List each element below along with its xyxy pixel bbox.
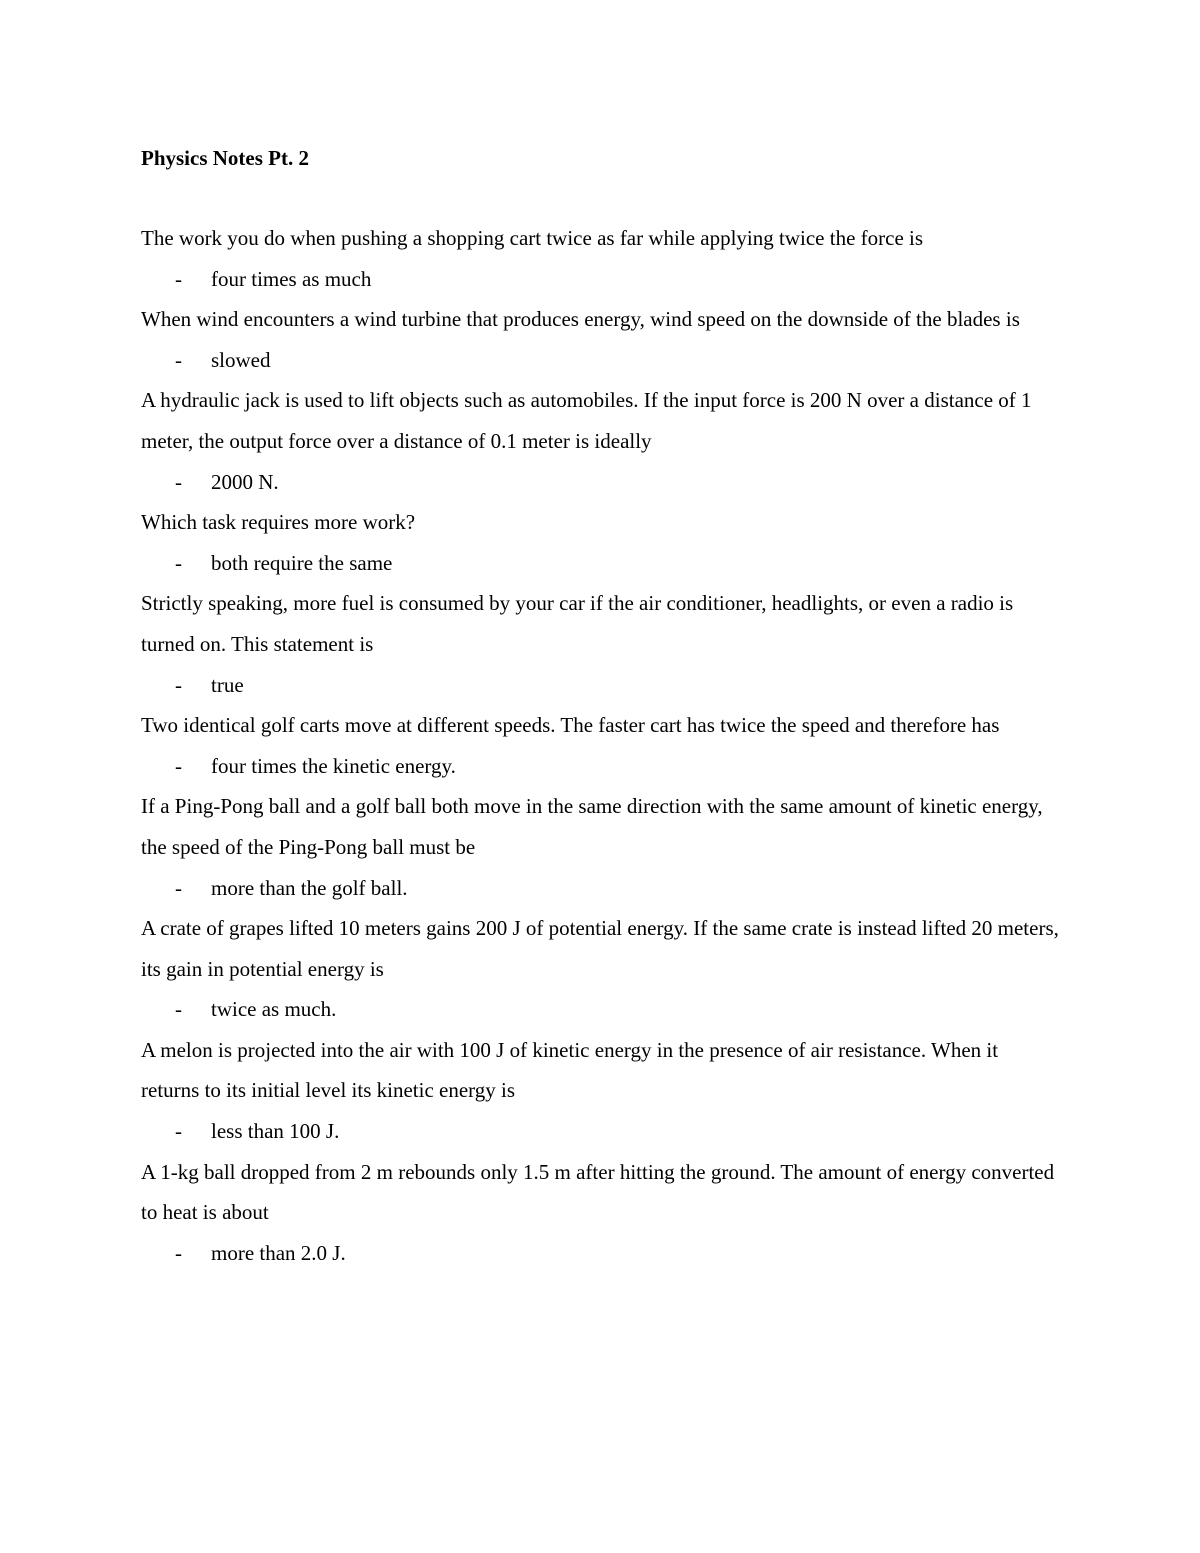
answer-text: four times as much bbox=[211, 266, 372, 291]
question-8: A crate of grapes lifted 10 meters gains 200 J of potential energy. If the same crate is instead lifted 20 meters, its gain in potential energy is bbox=[141, 916, 1059, 981]
answer-text: four times the kinetic energy. bbox=[211, 753, 456, 778]
answer-2 bbox=[141, 340, 1061, 381]
question-4: Which task requires more work? bbox=[141, 510, 416, 535]
answer-text: slowed bbox=[211, 347, 271, 372]
bullet-dash: - bbox=[175, 550, 182, 575]
answer-9 bbox=[141, 1111, 1061, 1152]
bullet-dash: - bbox=[175, 997, 182, 1022]
question-3: A hydraulic jack is used to lift objects such as automobiles. If the input force is 200 N over a distance of 1 meter, the output force over a distance of 0.1 meter is ideally bbox=[141, 388, 1032, 453]
bullet-dash: - bbox=[175, 1240, 182, 1265]
answer-text: more than the golf ball. bbox=[211, 875, 408, 900]
bullet-dash: - bbox=[175, 1119, 182, 1144]
answer-1 bbox=[141, 259, 1061, 300]
question-10: A 1-kg ball dropped from 2 m rebounds only 1.5 m after hitting the ground. The amount of energy converted to heat is about bbox=[141, 1159, 1055, 1225]
answer-6 bbox=[141, 746, 1061, 787]
answer-text: both require the same bbox=[211, 550, 393, 575]
bullet-dash: - bbox=[175, 266, 182, 291]
document-page bbox=[141, 138, 1061, 1273]
answer-5 bbox=[141, 665, 1061, 706]
question-5: Strictly speaking, more fuel is consumed by your car if the air conditioner, headlights, or even a radio is turned on. This statement is bbox=[141, 591, 1014, 656]
question-7: If a Ping-Pong ball and a golf ball both move in the same direction with the same amount of kinetic energy, the speed of the Ping-Pong ball must be bbox=[141, 794, 1043, 859]
bullet-dash: - bbox=[175, 469, 182, 494]
bullet-dash: - bbox=[175, 875, 182, 900]
question-9: A melon is projected into the air with 100 J of kinetic energy in the presence of air resistance. When it returns to its initial level its kinetic energy is bbox=[141, 1037, 999, 1103]
answer-text: less than 100 J. bbox=[211, 1119, 340, 1144]
document-title: Physics Notes Pt. 2 bbox=[141, 146, 309, 170]
answer-3 bbox=[141, 462, 1061, 503]
question-1: The work you do when pushing a shopping cart twice as far while applying twice the force is bbox=[141, 226, 924, 250]
question-2: When wind encounters a wind turbine that produces energy, wind speed on the downside of the blades is bbox=[141, 307, 1020, 332]
answer-text: true bbox=[211, 672, 244, 697]
answer-10 bbox=[141, 1233, 1061, 1274]
bullet-dash: - bbox=[175, 753, 182, 778]
answer-7 bbox=[141, 868, 1061, 909]
answer-text: 2000 N. bbox=[211, 469, 279, 494]
answer-8 bbox=[141, 989, 1061, 1030]
bullet-dash: - bbox=[175, 347, 182, 372]
answer-text: twice as much. bbox=[211, 997, 337, 1022]
answer-4 bbox=[141, 543, 1061, 584]
question-6: Two identical golf carts move at different speeds. The faster cart has twice the speed and therefore has bbox=[141, 713, 1000, 738]
bullet-dash: - bbox=[175, 672, 182, 697]
answer-text: more than 2.0 J. bbox=[211, 1240, 346, 1265]
